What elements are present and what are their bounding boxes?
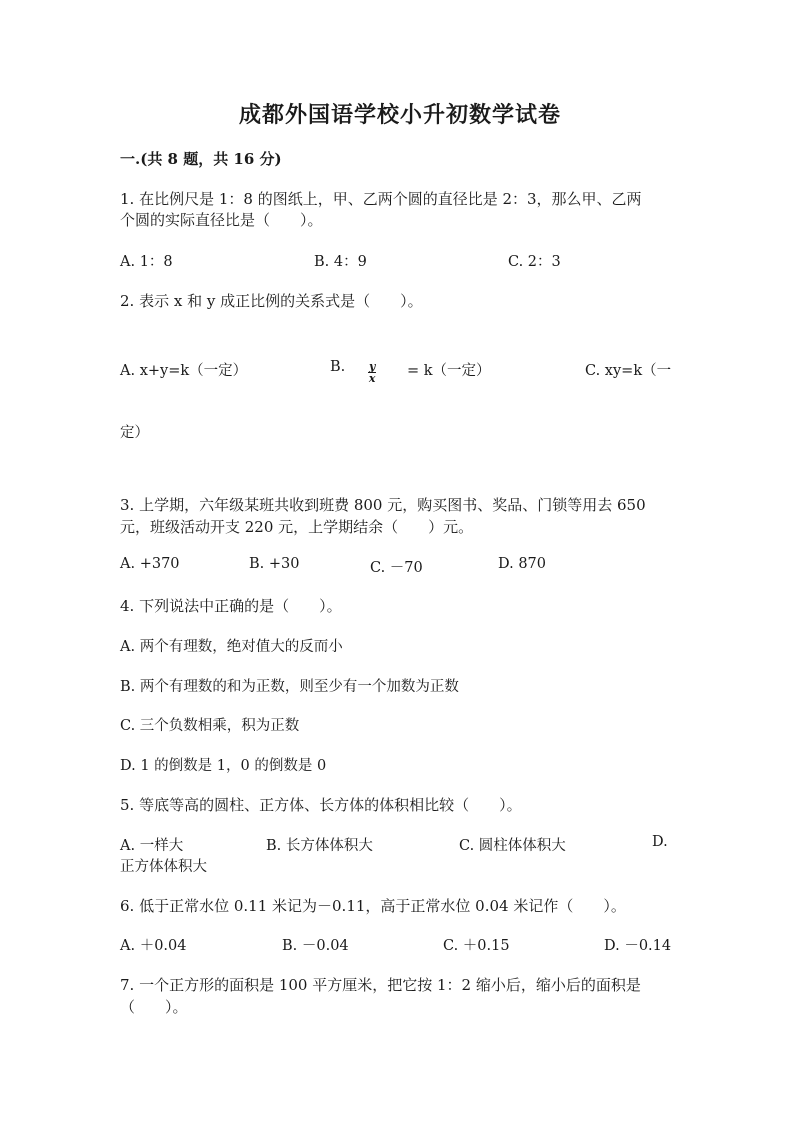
question-3-option-d: D. 870: [498, 556, 547, 572]
question-2-text: 2. 表示 x 和 y 成正比例的关系式是（ ）。: [120, 292, 423, 310]
question-5-option-b: B. 长方体体积大: [266, 838, 373, 854]
question-2-option-c-wrap: 定）: [120, 425, 149, 441]
question-5-option-d-wrap: 正方体体积大: [120, 859, 207, 875]
question-2-option-b-fraction: [368, 355, 376, 384]
question-2-option-c: C. xy=k（一: [585, 363, 672, 379]
question-5-option-a: A. 一样大: [120, 838, 184, 854]
question-7-line-1: 7. 一个正方形的面积是 100 平方厘米，把它按 1：2 缩小后，缩小后的面积是: [120, 976, 641, 994]
question-1-line-2: 个圆的实际直径比是（ ）。: [120, 211, 323, 229]
question-5-option-c: C. 圆柱体体积大: [459, 838, 566, 854]
question-4-option-a: A. 两个有理数，绝对值大的反而小: [120, 639, 343, 655]
fraction-denominator: x: [368, 372, 376, 385]
question-2-option-a: A. x+y=k（一定）: [120, 363, 248, 379]
question-3-option-a: A. +370: [120, 556, 180, 572]
question-6-option-b: B. －0.04: [282, 938, 349, 954]
question-7-line-2: （ ）。: [120, 998, 188, 1016]
question-3-option-b: B. +30: [249, 556, 300, 572]
fraction-numerator: y: [369, 360, 376, 373]
question-1-option-b: B. 4：9: [314, 254, 367, 270]
question-4-option-b: B. 两个有理数的和为正数，则至少有一个加数为正数: [120, 679, 459, 695]
question-4-text: 4. 下列说法中正确的是（ ）。: [120, 597, 342, 615]
question-2-option-b-rest: = k（一定）: [407, 363, 491, 379]
section-heading: 一.(共 8 题，共 16 分): [120, 150, 282, 168]
question-4-option-d: D. 1 的倒数是 1，0 的倒数是 0: [120, 758, 327, 774]
question-3-option-c: C. －70: [370, 560, 423, 576]
question-1-option-a: A. 1：8: [120, 254, 173, 270]
question-3-line-1: 3. 上学期，六年级某班共收到班费 800 元，购买图书、奖品、门锁等用去 650: [120, 496, 646, 514]
question-1-option-c: C. 2：3: [508, 254, 561, 270]
question-6-option-a: A. ＋0.04: [120, 938, 187, 954]
question-6-text: 6. 低于正常水位 0.11 米记为－0.11，高于正常水位 0.04 米记作（ ）。: [120, 897, 626, 915]
question-6-option-d: D. －0.14: [604, 938, 672, 954]
question-3-line-2: 元，班级活动开支 220 元，上学期结余（ ）元。: [120, 518, 474, 536]
exam-title: 成都外国语学校小升初数学试卷: [238, 102, 561, 128]
question-6-option-c: C. ＋0.15: [443, 938, 510, 954]
question-1-line-1: 1. 在比例尺是 1：8 的图纸上，甲、乙两个圆的直径比是 2：3，那么甲、乙两: [120, 190, 642, 208]
question-2-option-b-label: B.: [330, 359, 346, 375]
question-5-option-d: D.: [652, 834, 668, 850]
question-5-text: 5. 等底等高的圆柱、正方体、长方体的体积相比较（ ）。: [120, 796, 522, 814]
question-4-option-c: C. 三个负数相乘，积为正数: [120, 718, 300, 734]
